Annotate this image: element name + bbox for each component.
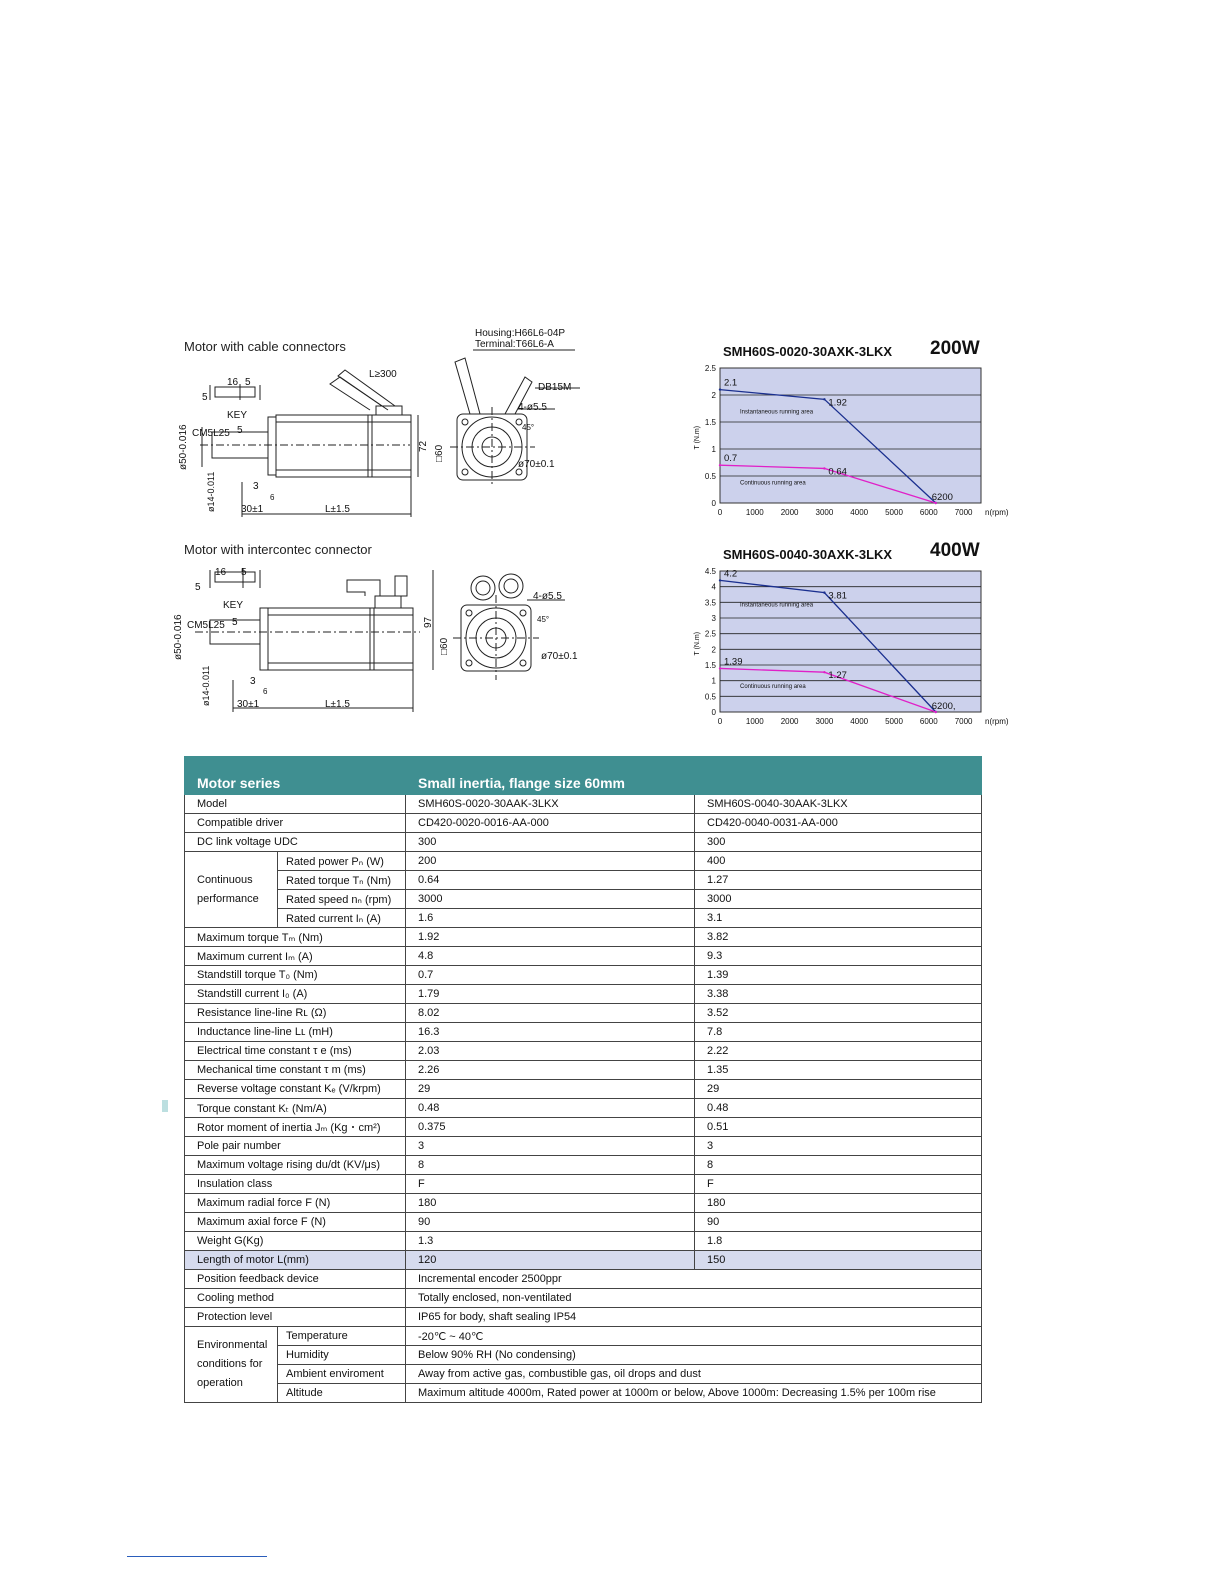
value-b: 300	[695, 833, 982, 852]
x-tick-label: 7000	[954, 508, 973, 517]
x-tick-label: 1000	[745, 717, 764, 726]
value-b: 9.3	[695, 947, 982, 966]
row-label: Standstill current I₀ (A)	[185, 985, 406, 1004]
motor-body-2	[268, 608, 413, 670]
y-tick-label: 4.5	[704, 567, 716, 576]
value-a: 0.64	[406, 871, 695, 890]
x-tick-label: 6000	[919, 717, 938, 726]
row-label: Weight G(Kg)	[185, 1232, 406, 1251]
table-row	[185, 1156, 982, 1175]
value-b: 7.8	[695, 1023, 982, 1042]
value-a: SMH60S-0020-30AAK-3LKX	[406, 795, 695, 814]
value-a: 2.03	[406, 1042, 695, 1061]
value-a: 3	[406, 1137, 695, 1156]
value-b: 3.38	[695, 985, 982, 1004]
area-label-instantaneous: Instantaneous running area	[740, 602, 814, 609]
dim-shaft-len: 30±1	[241, 504, 264, 515]
y-tick-label: 1	[711, 445, 716, 454]
value-a: 1.6	[406, 909, 695, 928]
table-row	[185, 1080, 982, 1099]
value-a: 0.7	[406, 966, 695, 985]
y-tick-label: 2	[711, 645, 716, 655]
motor-cable-drawing	[170, 322, 600, 522]
table-row	[185, 966, 982, 985]
row-label: Rated torque Tₙ (Nm)	[278, 871, 406, 890]
row-label: Rated power Pₙ (W)	[278, 852, 406, 871]
dim-thread-n-2: 5	[232, 617, 238, 628]
x-tick-label: 5000	[885, 508, 903, 517]
table-row-continuous	[185, 909, 982, 928]
data-label: 2.1	[724, 377, 738, 389]
label-db: DB15M	[538, 382, 572, 393]
table-row-continuous	[185, 852, 982, 871]
y-tick-label: 1	[711, 676, 716, 686]
data-label: 1.39	[724, 656, 743, 668]
flange-2	[260, 608, 268, 670]
x-tick-label: 4000	[850, 717, 869, 726]
y-tick-label: 3	[711, 614, 716, 623]
value-b: 29	[695, 1080, 982, 1099]
header-series-label: Motor series	[185, 757, 406, 795]
table-row	[185, 1023, 982, 1042]
row-label: Compatible driver	[185, 814, 406, 833]
row-label: Pole pair number	[185, 1137, 406, 1156]
value-a: 8	[406, 1156, 695, 1175]
row-label: Ambient enviroment	[278, 1365, 406, 1384]
row-label: Cooling method	[185, 1289, 406, 1308]
series-point	[823, 467, 825, 469]
dim-shaft-len-2: 30±1	[237, 699, 260, 710]
series-point	[823, 591, 825, 593]
value-b: 3.52	[695, 1004, 982, 1023]
x-tick-label: 6000	[919, 508, 938, 517]
motor-intercontec-drawing	[165, 560, 595, 720]
plot-area	[720, 571, 981, 712]
row-label: Maximum torque Tₘ (Nm)	[185, 928, 406, 947]
row-label: Maximum voltage rising du/dt (KV/μs)	[185, 1156, 406, 1175]
dim-height-2: 97	[423, 616, 434, 628]
row-label: Rotor moment of inertia Jₘ (Kg・cm²)	[185, 1118, 406, 1137]
table-row	[185, 1004, 982, 1023]
dim-key-width: 16	[227, 377, 239, 388]
series-point	[719, 667, 721, 669]
dim-body-len-2: L±1.5	[325, 699, 350, 710]
table-row-continuous	[185, 871, 982, 890]
value-b: 3	[695, 1137, 982, 1156]
torque-speed-chart-400w	[688, 565, 1018, 729]
x-axis-label: n(rpm)	[985, 717, 1009, 726]
value-common: Incremental encoder 2500ppr	[406, 1270, 982, 1289]
y-tick-label: 2	[711, 391, 716, 400]
value-a: 1.79	[406, 985, 695, 1004]
data-label: 3.81	[828, 590, 847, 602]
row-label: Position feedback device	[185, 1270, 406, 1289]
value-a: 29	[406, 1080, 695, 1099]
value-b: 90	[695, 1213, 982, 1232]
chart2-power: 400W	[930, 540, 980, 561]
row-label: Resistance line-line Rʟ (Ω)	[185, 1004, 406, 1023]
data-label: 1.27	[828, 670, 847, 682]
dim-key-side: 5	[202, 392, 208, 403]
table-row-env	[185, 1346, 982, 1365]
value-common: IP65 for body, shaft sealing IP54	[406, 1308, 982, 1327]
data-label: 6200	[931, 492, 953, 503]
table-row-continuous	[185, 890, 982, 909]
value-b: 3000	[695, 890, 982, 909]
data-label: 1.92	[828, 397, 847, 409]
row-label: Torque constant Kₜ (Nm/A)	[185, 1099, 406, 1118]
table-row	[185, 1042, 982, 1061]
table-row-udc	[185, 833, 982, 852]
value-b: SMH60S-0040-30AAK-3LKX	[695, 795, 982, 814]
row-label: Maximum current Iₘ (A)	[185, 947, 406, 966]
chart1-power: 200W	[930, 338, 980, 359]
row-label: Maximum radial force F (N)	[185, 1194, 406, 1213]
value-b: 0.51	[695, 1118, 982, 1137]
dim-key-height: 5	[245, 377, 251, 388]
table-row-env	[185, 1384, 982, 1403]
value-a: 8.02	[406, 1004, 695, 1023]
y-tick-label: 4	[711, 582, 716, 592]
table-row-common	[185, 1289, 982, 1308]
table-header-row	[185, 757, 982, 795]
table-row-model	[185, 795, 982, 814]
value-a: 200	[406, 852, 695, 871]
table-row	[185, 1175, 982, 1194]
dim-shoulder: 3	[253, 481, 259, 492]
group-label-environment: Environmental conditions for operation	[185, 1327, 278, 1403]
x-tick-label: 2000	[780, 508, 799, 517]
dim-flange: 6	[270, 493, 275, 502]
value-a: 120	[406, 1251, 695, 1270]
dim-key-side-2: 5	[195, 582, 201, 593]
row-label: Temperature	[278, 1327, 406, 1346]
dim-cable-len: L≥300	[369, 369, 397, 380]
series-point	[823, 398, 825, 400]
value-a: 300	[406, 833, 695, 852]
table-row	[185, 1194, 982, 1213]
value-a: 1.92	[406, 928, 695, 947]
row-label: Humidity	[278, 1346, 406, 1365]
value-a: 90	[406, 1213, 695, 1232]
y-tick-label: 2.5	[704, 629, 716, 639]
drawing-title-cable: Motor with cable connectors	[184, 339, 346, 354]
table-row	[185, 1232, 982, 1251]
row-label: Altitude	[278, 1384, 406, 1403]
footer-rule	[127, 1556, 267, 1557]
label-thread-2: CM5L25	[187, 620, 225, 631]
margin-marker	[162, 1100, 168, 1112]
value-b: 1.35	[695, 1061, 982, 1080]
table-row	[185, 1137, 982, 1156]
value-b: 8	[695, 1156, 982, 1175]
row-label: Standstill torque T₀ (Nm)	[185, 966, 406, 985]
row-label: Reverse voltage constant Kₑ (V/krpm)	[185, 1080, 406, 1099]
motor-body	[276, 415, 411, 477]
x-tick-label: 0	[717, 508, 723, 517]
value-a: 16.3	[406, 1023, 695, 1042]
row-label: Rated speed nₙ (rpm)	[278, 890, 406, 909]
chart2-title: SMH60S-0040-30AXK-3LKX	[723, 547, 893, 562]
value-b: 150	[695, 1251, 982, 1270]
table-row	[185, 985, 982, 1004]
x-tick-label: 7000	[954, 717, 973, 726]
table-row	[185, 1099, 982, 1118]
value-common: Away from active gas, combustible gas, oil drops and dust	[406, 1365, 982, 1384]
value-b: F	[695, 1175, 982, 1194]
row-label: Mechanical time constant τ m (ms)	[185, 1061, 406, 1080]
row-label: Maximum axial force F (N)	[185, 1213, 406, 1232]
data-label: 6200,	[931, 701, 956, 712]
table-row	[185, 1061, 982, 1080]
value-a: CD420-0020-0016-AA-000	[406, 814, 695, 833]
dim-shoulder-2: 3	[250, 676, 256, 687]
y-tick-label: 0	[711, 708, 716, 717]
series-point	[823, 671, 825, 673]
row-label: Insulation class	[185, 1175, 406, 1194]
value-a: 0.375	[406, 1118, 695, 1137]
dim-shaft: ø14-0.011	[206, 471, 216, 512]
data-label: 4.2	[724, 568, 738, 580]
label-angle: 45°	[522, 423, 535, 432]
value-b: 180	[695, 1194, 982, 1213]
table-row-common	[185, 1270, 982, 1289]
label-pcd: ø70±0.1	[518, 459, 555, 470]
value-a: 3000	[406, 890, 695, 909]
value-b: 1.27	[695, 871, 982, 890]
key-shape	[215, 387, 255, 397]
chart1-title: SMH60S-0020-30AXK-3LKX	[723, 344, 893, 359]
data-label: 0.7	[724, 453, 738, 465]
x-tick-label: 4000	[850, 508, 869, 517]
dim-square-2: □60	[439, 637, 450, 655]
table-row	[185, 947, 982, 966]
spec-table	[184, 756, 982, 1403]
drawing-title-intercontec: Motor with intercontec connector	[184, 542, 372, 557]
value-b: 3.1	[695, 909, 982, 928]
flange	[268, 417, 276, 475]
label-angle-2: 45°	[537, 615, 550, 624]
data-label: 0.64	[828, 466, 847, 478]
label-thread: CM5L25	[192, 428, 230, 439]
dim-key-width-2: 16	[215, 567, 227, 578]
value-b: 1.8	[695, 1232, 982, 1251]
label-housing: Housing:H66L6-04P	[475, 328, 566, 339]
series-point	[719, 388, 721, 390]
dim-flange-2: 6	[263, 687, 268, 696]
value-b: 0.48	[695, 1099, 982, 1118]
value-a: F	[406, 1175, 695, 1194]
y-axis-label: T (N.m)	[694, 425, 701, 450]
area-label-continuous: Continuous running area	[740, 480, 806, 487]
label-holes-2: 4-ø5.5	[533, 591, 562, 602]
dim-thread-n: 5	[237, 425, 243, 436]
value-a: 0.48	[406, 1099, 695, 1118]
y-tick-label: 0	[711, 499, 716, 508]
y-tick-label: 0.5	[704, 692, 716, 702]
y-axis-label: T (N.m)	[694, 631, 701, 656]
y-tick-label: 3.5	[704, 598, 716, 608]
row-label: Inductance line-line Lʟ (mH)	[185, 1023, 406, 1042]
row-label: Length of motor L(mm)	[185, 1251, 406, 1270]
row-label: DC link voltage UDC	[185, 833, 406, 852]
table-row	[185, 1213, 982, 1232]
value-a: 4.8	[406, 947, 695, 966]
value-common: Totally enclosed, non-ventilated	[406, 1289, 982, 1308]
value-a: 180	[406, 1194, 695, 1213]
row-label: Protection level	[185, 1308, 406, 1327]
x-tick-label: 3000	[815, 508, 834, 517]
header-series-value: Small inertia, flange size 60mm	[406, 757, 982, 795]
torque-speed-chart-200w	[688, 362, 1018, 524]
row-label: Model	[185, 795, 406, 814]
series-point	[719, 579, 721, 581]
value-common: Below 90% RH (No condensing)	[406, 1346, 982, 1365]
x-tick-label: 5000	[885, 717, 903, 726]
label-holes: 4-ø5.5	[518, 402, 547, 413]
value-b: 400	[695, 852, 982, 871]
dim-square: □60	[434, 444, 445, 462]
dim-height: 72	[418, 440, 429, 452]
label-pcd-2: ø70±0.1	[541, 651, 578, 662]
x-tick-label: 2000	[780, 717, 799, 726]
y-tick-label: 0.5	[704, 472, 716, 481]
table-row-driver	[185, 814, 982, 833]
value-common: -20℃ ~ 40℃	[406, 1327, 982, 1346]
table-row-common	[185, 1308, 982, 1327]
row-label: Electrical time constant τ e (ms)	[185, 1042, 406, 1061]
group-label-continuous: Continuous performance	[185, 852, 278, 928]
dim-pilot-2: ø50-0.016	[173, 614, 184, 660]
dim-body-len: L±1.5	[325, 504, 350, 515]
value-a: 2.26	[406, 1061, 695, 1080]
area-label-continuous: Continuous running area	[740, 684, 806, 691]
y-tick-label: 1.5	[704, 418, 716, 427]
table-row-length	[185, 1251, 982, 1270]
x-tick-label: 0	[717, 717, 723, 726]
y-tick-label: 2.5	[704, 364, 716, 373]
row-label: Rated current Iₙ (A)	[278, 909, 406, 928]
dim-shaft-2: ø14-0.011	[201, 665, 211, 706]
series-point	[719, 464, 721, 466]
table-row	[185, 1118, 982, 1137]
y-tick-label: 1.5	[704, 661, 716, 670]
value-b: 2.22	[695, 1042, 982, 1061]
dim-pilot: ø50-0.016	[178, 424, 189, 470]
value-a: 1.3	[406, 1232, 695, 1251]
value-common: Maximum altitude 4000m, Rated power at 1000m or below, Above 1000m: Decreasing 1.5% per 100m rise	[406, 1384, 982, 1403]
dim-key-height-2: 5	[241, 567, 247, 578]
x-tick-label: 1000	[745, 508, 764, 517]
area-label-instantaneous: Instantaneous running area	[740, 409, 814, 416]
value-b: 1.39	[695, 966, 982, 985]
table-row-env	[185, 1327, 982, 1346]
x-axis-label: n(rpm)	[985, 508, 1009, 517]
table-row	[185, 928, 982, 947]
x-tick-label: 3000	[815, 717, 834, 726]
label-key-2: KEY	[223, 600, 244, 611]
label-key: KEY	[227, 410, 248, 421]
value-b: CD420-0040-0031-AA-000	[695, 814, 982, 833]
label-terminal: Terminal:T66L6-A	[475, 339, 554, 350]
table-row-env	[185, 1365, 982, 1384]
value-b: 3.82	[695, 928, 982, 947]
